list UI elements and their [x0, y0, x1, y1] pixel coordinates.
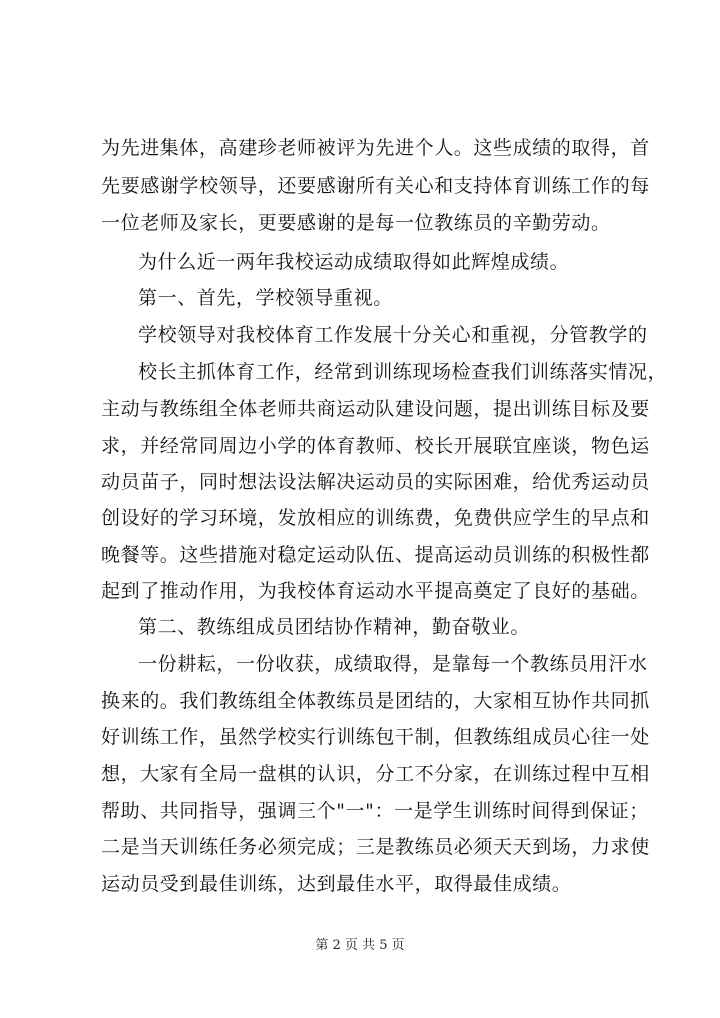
- text-line: 校长主抓体育工作，经常到训练现场检查我们训练落实情况，: [138, 361, 668, 383]
- text-line: 先要感谢学校领导，还要感谢所有关心和支持体育训练工作的每: [101, 175, 650, 197]
- section-heading: 第二、教练组成员团结协作精神，勤奋敬业。: [138, 616, 531, 638]
- page-number: 第 2 页 共 5 页: [315, 938, 405, 953]
- text-line: 想，大家有全局一盘棋的认识，分工不分家，在训练过程中互相: [101, 763, 650, 785]
- text-line: 晚餐等。这些措施对稳定运动队伍、提高运动员训练的积极性都: [101, 544, 650, 566]
- text-line: 帮助、共同指导，强调三个"一"：一是学生训练时间得到保证；: [101, 800, 649, 822]
- text-line: 创设好的学习环境，发放相应的训练费，免费供应学生的早点和: [101, 507, 650, 529]
- text-line: 为什么近一两年我校运动成绩取得如此辉煌成绩。: [138, 251, 570, 273]
- text-line: 起到了推动作用，为我校体育运动水平提高奠定了良好的基础。: [101, 580, 650, 602]
- text-line: 好训练工作，虽然学校实行训练包干制，但教练组成员心往一处: [101, 726, 650, 748]
- text-line: 二是当天训练任务必须完成；三是教练员必须天天到场，力求使: [101, 836, 650, 858]
- text-line: 换来的。我们教练组全体教练员是团结的，大家相互协作共同抓: [101, 690, 650, 712]
- text-line: 学校领导对我校体育工作发展十分关心和重视，分管教学的: [138, 324, 648, 346]
- text-line: 主动与教练组全体老师共商运动队建设问题，提出训练目标及要: [101, 398, 650, 420]
- text-line: 动员苗子，同时想法设法解决运动员的实际困难，给优秀运动员: [101, 471, 650, 493]
- text-line: 求，并经常同周边小学的体育教师、校长开展联宜座谈，物色运: [101, 435, 650, 457]
- text-line: 运动员受到最佳训练，达到最佳水平，取得最佳成绩。: [101, 873, 572, 895]
- text-line: 一位老师及家长，更要感谢的是每一位教练员的辛勤劳动。: [101, 212, 611, 234]
- section-heading: 第一、首先，学校领导重视。: [138, 287, 393, 309]
- text-line: 一份耕耘，一份收获，成绩取得，是靠每一个教练员用汗水: [138, 653, 648, 675]
- text-line: 为先进集体，高建珍老师被评为先进个人。这些成绩的取得，首: [101, 137, 650, 159]
